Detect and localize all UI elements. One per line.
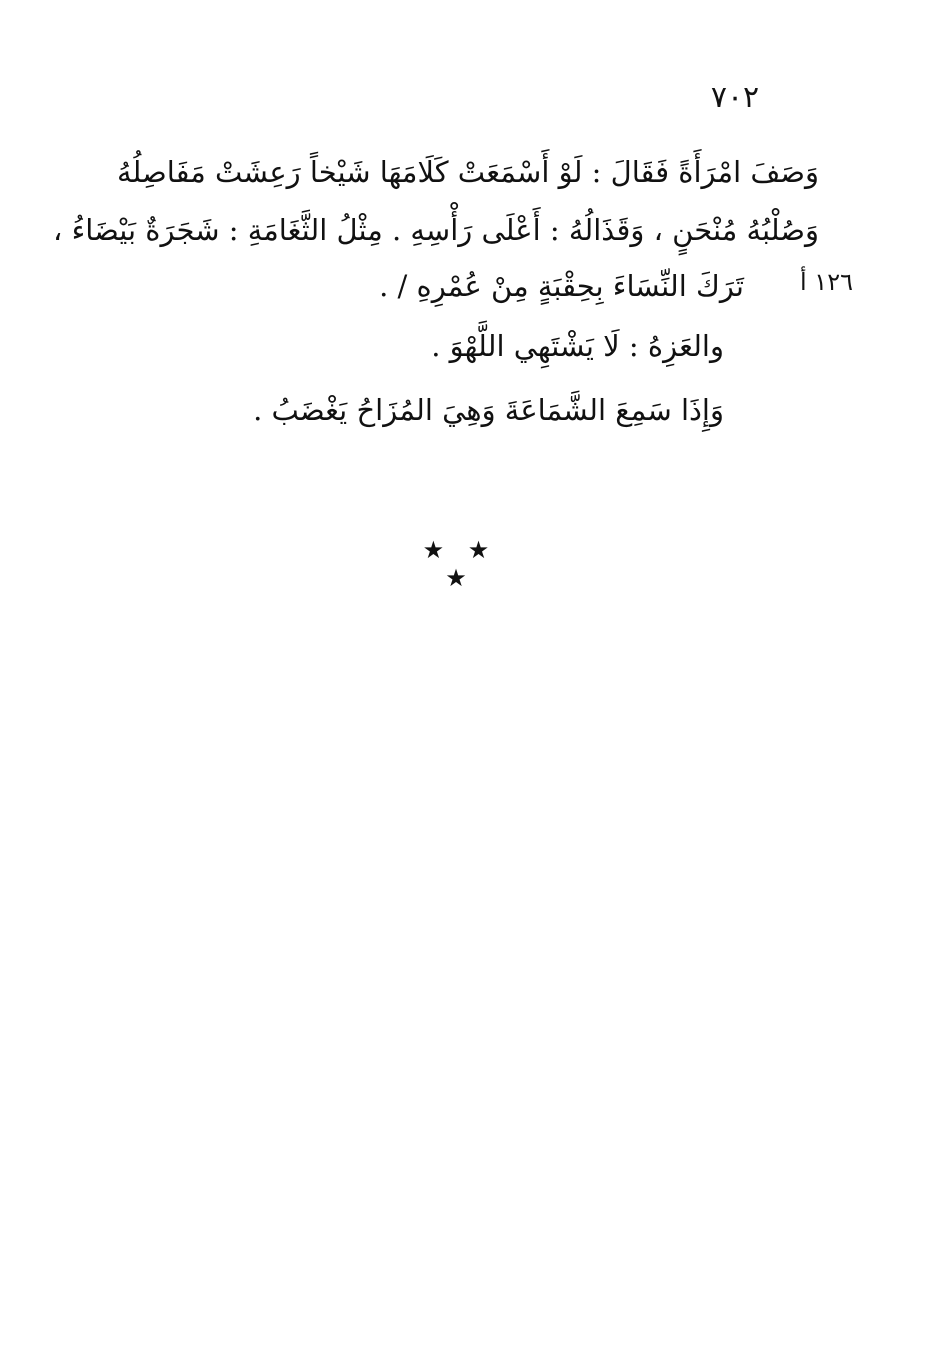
text-line-1: وَصَفَ امْرَأَةً فَقَالَ : لَوْ أَسْمَعَتْ كَلَامَهَا شَيْخاً رَعِشَتْ مَفَاصِلُهُ xyxy=(117,155,819,189)
section-separator-stars: ★ ★ ★ xyxy=(422,536,498,592)
text-line-2: وَصُلْبُهُ مُنْحَنٍ ، وَقَذَالُهُ : أَعْلَى رَأْسِهِ . مِثْلُ الثَّغَامَةِ : شَجَرَةٌ بَيْضَاءُ ، xyxy=(53,213,819,247)
text-line-3: تَرَكَ النِّسَاءَ بِحِقْبَةٍ مِنْ عُمْرِهِ / . xyxy=(379,269,744,303)
folio-margin-note: ١٢٦ أ xyxy=(800,268,853,296)
page-number: ٧٠٢ xyxy=(710,80,760,115)
text-line-5: وَإِذَا سَمِعَ الشَّمَاعَةَ وَهِيَ المُزَاحُ يَغْضَبُ . xyxy=(253,393,724,427)
text-line-4: والعَزِهُ : لَا يَشْتَهِي اللَّهْوَ . xyxy=(431,329,724,363)
